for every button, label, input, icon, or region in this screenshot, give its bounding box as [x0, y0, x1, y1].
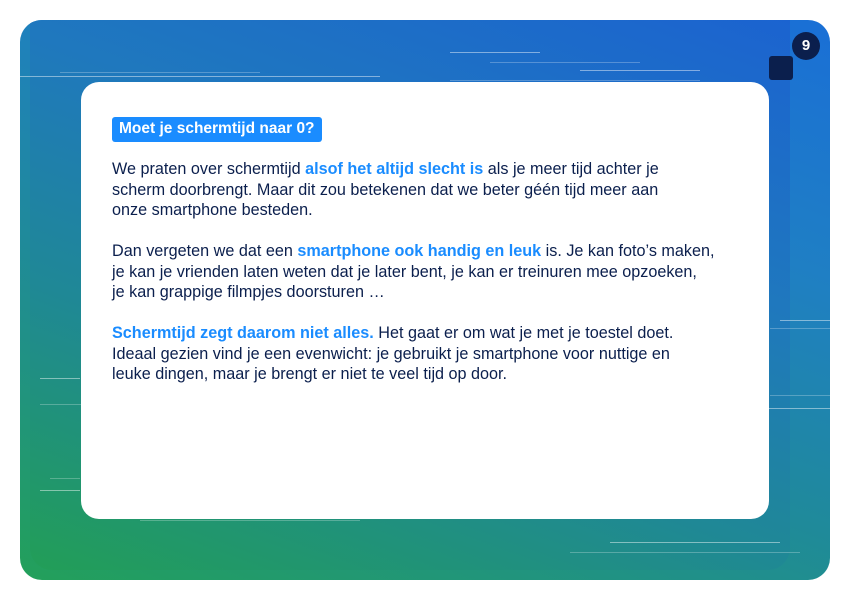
paragraph-3 [112, 323, 752, 385]
decorative-square [769, 56, 793, 80]
speed-line [760, 408, 830, 409]
highlight-text: Schermtijd zegt daarom niet alles. [112, 324, 374, 342]
speed-line [770, 395, 830, 396]
paragraph-text: We praten over schermtijd [112, 160, 306, 178]
speed-line [40, 378, 80, 379]
card-body [112, 159, 752, 405]
content-card [81, 82, 769, 519]
page-number-badge: 9 [792, 32, 820, 60]
paragraph-2 [112, 241, 752, 303]
highlight-text: smartphone ook handig en leuk [297, 242, 542, 260]
speed-line [20, 76, 380, 77]
paragraph-text: je kan je vrienden laten weten dat je later bent, je kan er treinuren mee opzoeken, [112, 262, 697, 281]
speed-line [140, 520, 360, 521]
speed-line [770, 328, 830, 329]
paragraph-text: is. Je kan foto’s maken, [541, 242, 715, 260]
speed-line [610, 542, 780, 543]
paragraph-1 [112, 159, 752, 221]
paragraph-text: Ideaal gezien vind je een evenwicht: je gebruikt je smartphone voor nuttige en [112, 344, 670, 363]
paragraph-text: scherm doorbrengt. Maar dit zou betekenen dat we beter géén tijd meer aan [112, 180, 659, 199]
speed-line [40, 490, 80, 491]
speed-line [780, 320, 830, 321]
highlight-text: alsof het altijd slecht is [305, 160, 484, 178]
paragraph-text: leuke dingen, maar je brengt er niet te veel tijd op door. [112, 365, 508, 383]
question-heading: Moet je schermtijd naar 0? [112, 117, 322, 142]
speed-line [570, 552, 800, 553]
speed-line [50, 478, 80, 479]
paragraph-text: Dan vergeten we dat een [112, 242, 298, 260]
speed-line [40, 404, 85, 405]
speed-line [490, 62, 640, 63]
speed-line [580, 70, 700, 71]
paragraph-text: je kan grappige filmpjes doorsturen … [112, 283, 385, 301]
speed-line [450, 80, 700, 81]
paragraph-text: onze smartphone besteden. [112, 201, 313, 219]
speed-line [450, 52, 540, 53]
speed-line [60, 72, 260, 73]
paragraph-text: als je meer tijd achter je [483, 160, 659, 178]
paragraph-text: Het gaat er om wat je met je toestel doet. [373, 324, 674, 342]
